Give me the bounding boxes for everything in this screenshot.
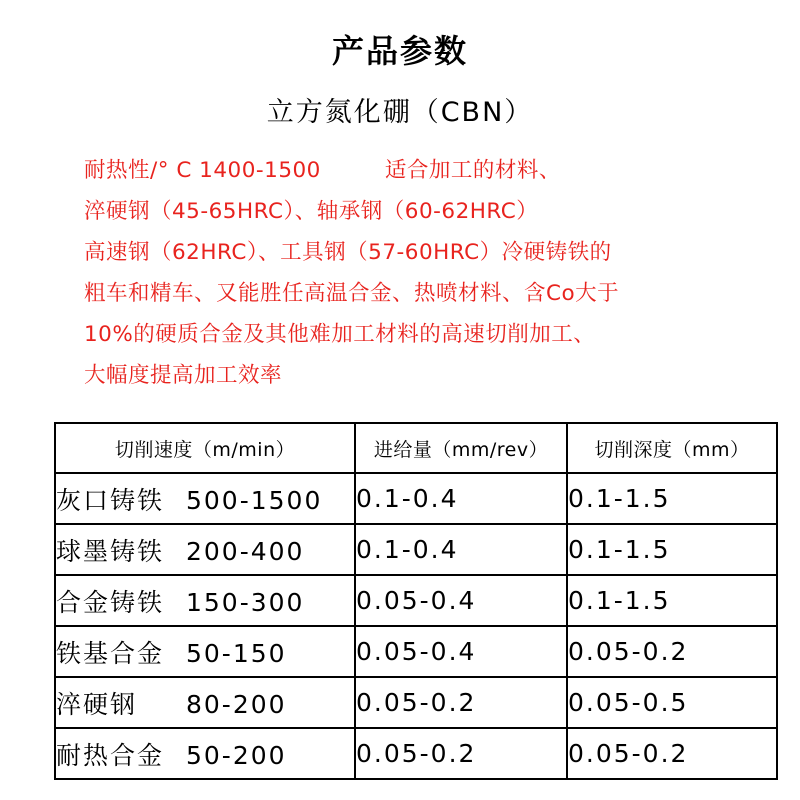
feed-rate-value: 0.1-0.4 (355, 524, 567, 575)
table-row (55, 677, 777, 728)
feed-rate-value: 0.1-0.4 (355, 473, 567, 524)
header-cutting-depth: 切削深度（mm） (567, 423, 777, 473)
cutting-depth-value: 0.1-1.5 (567, 575, 777, 626)
material-cell (55, 473, 355, 524)
feed-rate-value: 0.05-0.4 (355, 575, 567, 626)
material-cell (55, 626, 355, 677)
material-cell (55, 728, 355, 779)
cutting-depth-value: 0.05-0.2 (567, 626, 777, 677)
heat-resistance-text: 耐热性/° C 1400-1500 (84, 158, 321, 183)
material-name: 耐热合金 (56, 740, 165, 770)
material-name: 合金铸铁 (56, 587, 165, 617)
header-cutting-speed: 切削速度（m/min） (55, 423, 355, 473)
page-title: 产品参数 (331, 32, 468, 70)
cutting-depth-value: 0.1-1.5 (567, 524, 777, 575)
cutting-speed-value: 200-400 (186, 536, 305, 566)
table-row (55, 728, 777, 779)
header-feed-rate: 进给量（mm/rev） (355, 423, 567, 473)
cutting-speed-value: 50-200 (186, 740, 287, 770)
table-header-row (55, 423, 777, 473)
cutting-speed-value: 500-1500 (186, 485, 323, 515)
feed-rate-value: 0.05-0.4 (355, 626, 567, 677)
material-name: 铁基合金 (56, 638, 165, 668)
cutting-speed-value: 150-300 (186, 587, 305, 617)
cutting-depth-value: 0.1-1.5 (567, 473, 777, 524)
material-cell (55, 524, 355, 575)
description-line: 10%的硬质合金及其他难加工材料的高速切削加工、 (84, 322, 596, 347)
material-name: 球墨铸铁 (56, 536, 165, 566)
table-row (55, 626, 777, 677)
description-line: 淬硬钢（45-65HRC）、轴承钢（60-62HRC） (84, 199, 539, 224)
material-cell (55, 677, 355, 728)
description-line: 大幅度提高加工效率 (84, 363, 283, 388)
page-subtitle: 立方氮化硼（CBN） (266, 97, 534, 128)
suitable-materials-text: 适合加工的材料、 (384, 158, 561, 183)
cutting-speed-value: 80-200 (186, 689, 287, 719)
cutting-depth-value: 0.05-0.2 (567, 728, 777, 779)
feed-rate-value: 0.05-0.2 (355, 728, 567, 779)
cutting-speed-value: 50-150 (186, 638, 287, 668)
table-row (55, 524, 777, 575)
description-line (84, 150, 784, 191)
material-name: 淬硬钢 (56, 689, 138, 719)
description-line: 高速钢（62HRC）、工具钢（57-60HRC）冷硬铸铁的 (84, 240, 612, 265)
material-name: 灰口铸铁 (56, 485, 165, 515)
cutting-depth-value: 0.05-0.5 (567, 677, 777, 728)
table-row (55, 575, 777, 626)
table-row (55, 473, 777, 524)
feed-rate-value: 0.05-0.2 (355, 677, 567, 728)
cutting-parameters-table (54, 422, 778, 780)
description-line: 粗车和精车、又能胜任高温合金、热喷材料、含Co大于 (84, 281, 620, 306)
material-cell (55, 575, 355, 626)
description-block (84, 150, 784, 396)
